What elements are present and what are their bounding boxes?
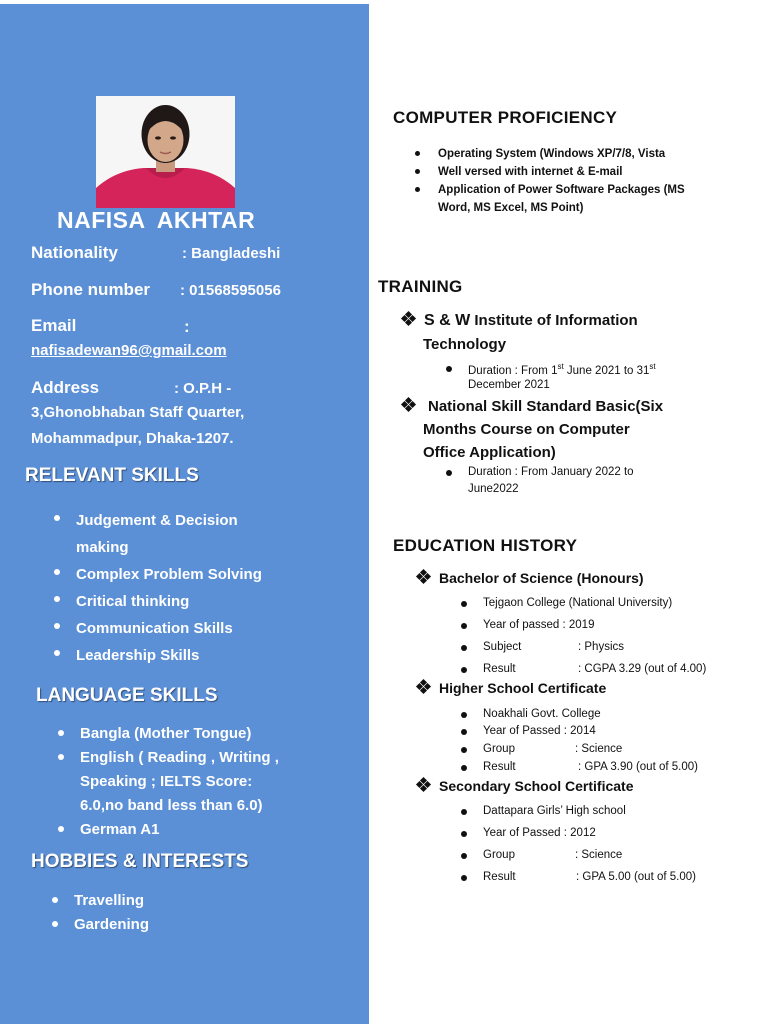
address-label: Address xyxy=(31,378,100,397)
bullet-icon xyxy=(461,712,467,718)
hsc-title-text: Higher School Certificate xyxy=(439,680,607,696)
language-item-continuation xyxy=(54,794,279,818)
ssc-result-label: Result xyxy=(483,871,516,883)
training-1-title xyxy=(402,312,638,330)
skill-item: Communication Skills xyxy=(50,615,262,642)
language-item: English ( Reading , Writing , xyxy=(54,746,279,770)
ssc-result-row xyxy=(461,871,751,887)
hobbies-list xyxy=(48,889,149,937)
address-line-3: Mohammadpur, Dhaka-1207. xyxy=(31,430,234,447)
training-2-title-line3: Office Application) xyxy=(423,444,556,461)
bullet-icon xyxy=(461,765,467,771)
training-1-org: S & W xyxy=(424,312,471,329)
address-line-2: 3,Ghonobhaban Staff Quarter, xyxy=(31,404,245,421)
hsc-title xyxy=(417,680,606,696)
computer-item-continuation xyxy=(415,199,685,217)
email-colon: : xyxy=(184,317,190,336)
ssc-title xyxy=(417,778,634,794)
skill-item-continuation xyxy=(50,534,262,561)
bsc-institution-row xyxy=(461,597,751,613)
language-skills-list xyxy=(54,722,279,842)
language-item: German A1 xyxy=(54,818,279,842)
training-2-duration-text: Duration : From January 2022 to xyxy=(468,466,634,478)
bullet-icon xyxy=(446,470,452,476)
training-2-title-line2: Months Course on Computer xyxy=(423,421,630,438)
ssc-group-label: Group xyxy=(483,849,515,861)
diamond-bullet-icon xyxy=(417,570,431,584)
bsc-result-value: : CGPA 3.29 (out of 4.00) xyxy=(578,663,707,675)
diamond-bullet-icon xyxy=(402,312,416,326)
address-line-1: : O.P.H - xyxy=(174,380,232,397)
phone-label: Phone number xyxy=(31,280,151,299)
skill-item: Leadership Skills xyxy=(50,642,262,669)
ssc-year-row xyxy=(461,827,751,843)
ssc-institution: Dattapara Girls’ High school xyxy=(483,805,626,817)
hsc-year: Year of Passed : 2014 xyxy=(483,725,596,737)
ssc-result-value: : GPA 5.00 (out of 5.00) xyxy=(576,871,696,883)
bullet-icon xyxy=(461,875,467,881)
bsc-result-label: Result xyxy=(483,663,516,675)
training-heading: TRAINING xyxy=(378,277,463,296)
bullet-icon xyxy=(446,366,452,372)
education-heading: EDUCATION HISTORY xyxy=(393,536,578,555)
bullet-icon xyxy=(461,729,467,735)
hsc-institution-row xyxy=(461,708,751,724)
duration-part: June 2021 to 31 xyxy=(563,364,650,377)
computer-item: Well versed with internet & E-mail xyxy=(415,163,685,181)
diamond-bullet-icon xyxy=(417,778,431,792)
computer-proficiency-list xyxy=(415,145,685,217)
bsc-result-row xyxy=(461,663,751,679)
hsc-result-value: : GPA 3.90 (out of 5.00) xyxy=(578,761,698,773)
computer-item: Operating System (Windows XP/7/8, Vista xyxy=(415,145,685,163)
computer-item: Application of Power Software Packages (MS xyxy=(415,181,685,199)
ssc-year: Year of Passed : 2012 xyxy=(483,827,596,839)
diamond-bullet-icon xyxy=(417,680,431,694)
ordinal-suffix: st xyxy=(649,362,656,371)
bullet-icon xyxy=(461,831,467,837)
hobby-item: Gardening xyxy=(48,913,149,937)
bsc-year: Year of passed : 2019 xyxy=(483,619,595,631)
ssc-group-row xyxy=(461,849,751,865)
candidate-name: NAFISA AKHTAR xyxy=(57,207,256,233)
bullet-icon xyxy=(461,601,467,607)
bullet-icon xyxy=(461,623,467,629)
bullet-icon xyxy=(461,645,467,651)
training-2-title xyxy=(402,398,663,415)
language-skills-heading: LANGUAGE SKILLS xyxy=(36,685,218,706)
bsc-title xyxy=(417,570,644,586)
diamond-bullet-icon xyxy=(402,398,416,412)
hsc-group-label: Group xyxy=(483,743,515,755)
computer-proficiency-heading: COMPUTER PROFICIENCY xyxy=(393,108,618,127)
language-item-continuation-text: 6.0,no band less than 6.0) xyxy=(80,797,263,814)
hsc-result-label: Result xyxy=(483,761,516,773)
hsc-institution: Noakhali Govt. College xyxy=(483,708,601,720)
bsc-subject-row xyxy=(461,641,751,657)
language-item-continuation xyxy=(54,770,279,794)
hsc-year-row xyxy=(461,725,751,741)
bsc-subject-label: Subject xyxy=(483,641,522,653)
profile-photo xyxy=(96,96,235,208)
sidebar-top-strip xyxy=(0,0,369,4)
relevant-skills-heading: RELEVANT SKILLS xyxy=(25,465,199,486)
language-item: Bangla (Mother Tongue) xyxy=(54,722,279,746)
bsc-title-text: Bachelor of Science (Honours) xyxy=(439,570,644,586)
skill-item: Complex Problem Solving xyxy=(50,561,262,588)
email-label: Email xyxy=(31,316,77,335)
hsc-group-row xyxy=(461,743,751,759)
bullet-icon xyxy=(461,667,467,673)
training-1-duration-text xyxy=(468,362,656,377)
email-link[interactable]: nafisadewan96@gmail.com xyxy=(31,342,227,359)
training-2-duration xyxy=(446,466,746,482)
training-2-title-text: National Skill Standard Basic(Six xyxy=(428,398,664,415)
nationality-label: Nationality xyxy=(31,243,118,262)
ordinal-suffix: st xyxy=(557,362,564,371)
hobby-item: Travelling xyxy=(48,889,149,913)
phone-value: : 01568595056 xyxy=(180,282,281,299)
ssc-group-value: : Science xyxy=(575,849,623,861)
training-2-duration-line2: June2022 xyxy=(468,483,519,495)
left-sidebar xyxy=(0,0,369,1024)
bsc-subject-value: : Physics xyxy=(578,641,625,653)
skill-item: Judgement & Decision xyxy=(50,507,262,534)
hsc-result-row xyxy=(461,761,751,777)
nationality-value: : Bangladeshi xyxy=(182,245,281,262)
training-1-duration-line2: December 2021 xyxy=(468,379,550,391)
ssc-institution-row xyxy=(461,805,751,821)
language-item-continuation-text: Speaking ; IELTS Score: xyxy=(80,773,253,790)
training-1-title-text: Institute of Information xyxy=(474,312,638,329)
duration-part: Duration : From 1 xyxy=(468,364,558,377)
hobbies-heading: HOBBIES & INTERESTS xyxy=(31,851,249,872)
hsc-group-value: : Science xyxy=(575,743,623,755)
training-1-duration xyxy=(446,362,746,378)
bullet-icon xyxy=(461,747,467,753)
training-1-title-line2: Technology xyxy=(423,336,507,353)
computer-item-continuation-text: Word, MS Excel, MS Point) xyxy=(438,202,584,214)
bullet-icon xyxy=(461,809,467,815)
skill-item: Critical thinking xyxy=(50,588,262,615)
ssc-title-text: Secondary School Certificate xyxy=(439,778,634,794)
relevant-skills-list xyxy=(50,507,262,669)
bsc-year-row xyxy=(461,619,751,635)
bsc-institution: Tejgaon College (National University) xyxy=(483,597,673,609)
bullet-icon xyxy=(461,853,467,859)
skill-item-continuation-text: making xyxy=(76,539,129,556)
